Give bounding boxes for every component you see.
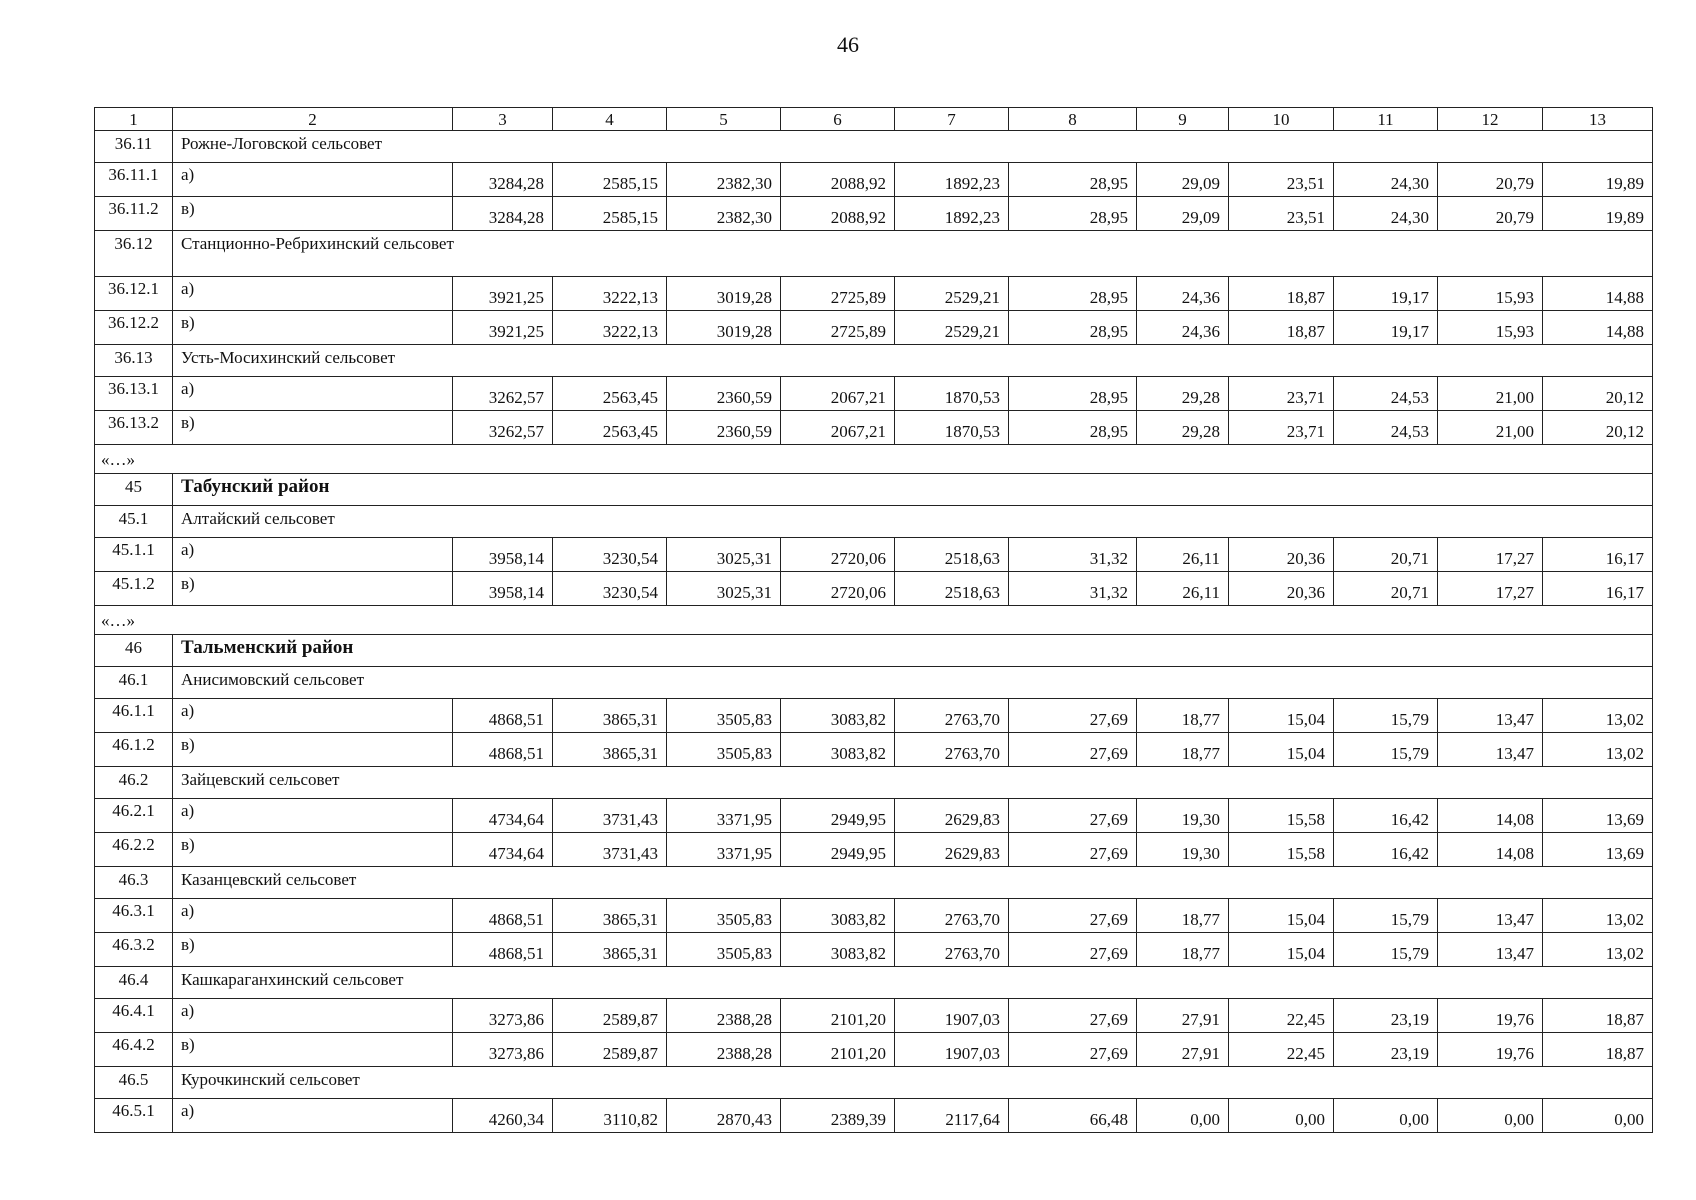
value-cell: 3230,54 bbox=[553, 538, 667, 572]
value-cell: 20,71 bbox=[1334, 538, 1438, 572]
value-cell: 2388,28 bbox=[667, 1033, 781, 1067]
value-cell: 3865,31 bbox=[553, 933, 667, 967]
value-cell: 2949,95 bbox=[781, 799, 895, 833]
value-cell: 13,69 bbox=[1543, 799, 1653, 833]
table-row bbox=[95, 933, 1653, 967]
value-cell: 26,11 bbox=[1137, 572, 1229, 606]
value-cell: 2949,95 bbox=[781, 833, 895, 867]
value-cell: 19,30 bbox=[1137, 799, 1229, 833]
column-number-cell: 5 bbox=[667, 108, 781, 131]
value-cell: 20,12 bbox=[1543, 411, 1653, 445]
value-cell: 2388,28 bbox=[667, 999, 781, 1033]
value-cell: 3371,95 bbox=[667, 833, 781, 867]
value-cell: 2763,70 bbox=[895, 899, 1009, 933]
row-code: 46.4.1 bbox=[95, 999, 173, 1033]
value-cell: 13,02 bbox=[1543, 933, 1653, 967]
value-cell: 1892,23 bbox=[895, 197, 1009, 231]
row-code: 36.13 bbox=[95, 345, 173, 377]
row-label: а) bbox=[173, 799, 453, 833]
value-cell: 2589,87 bbox=[553, 999, 667, 1033]
value-cell: 19,76 bbox=[1438, 1033, 1543, 1067]
value-cell: 4868,51 bbox=[453, 933, 553, 967]
row-code: 46.3 bbox=[95, 867, 173, 899]
row-code: 45.1 bbox=[95, 506, 173, 538]
value-cell: 4734,64 bbox=[453, 799, 553, 833]
value-cell: 29,09 bbox=[1137, 197, 1229, 231]
value-cell: 29,28 bbox=[1137, 377, 1229, 411]
value-cell: 0,00 bbox=[1229, 1099, 1334, 1133]
value-cell: 3731,43 bbox=[553, 799, 667, 833]
row-code: 46.4.2 bbox=[95, 1033, 173, 1067]
value-cell: 19,76 bbox=[1438, 999, 1543, 1033]
row-code: 36.12 bbox=[95, 231, 173, 277]
value-cell: 27,69 bbox=[1009, 833, 1137, 867]
value-cell: 3083,82 bbox=[781, 899, 895, 933]
settlement-name: Усть-Мосихинский сельсовет bbox=[173, 345, 1653, 377]
settlement-name: Алтайский сельсовет bbox=[173, 506, 1653, 538]
row-label: в) bbox=[173, 733, 453, 767]
row-code: 46.5 bbox=[95, 1067, 173, 1099]
settlement-name: Кашкараганхинский сельсовет bbox=[173, 967, 1653, 999]
value-cell: 3865,31 bbox=[553, 733, 667, 767]
row-code: 36.11.2 bbox=[95, 197, 173, 231]
settlement-row bbox=[95, 506, 1653, 538]
row-label: а) bbox=[173, 538, 453, 572]
value-cell: 0,00 bbox=[1438, 1099, 1543, 1133]
table-row bbox=[95, 1033, 1653, 1067]
value-cell: 4734,64 bbox=[453, 833, 553, 867]
value-cell: 15,79 bbox=[1334, 699, 1438, 733]
value-cell: 2629,83 bbox=[895, 833, 1009, 867]
value-cell: 21,00 bbox=[1438, 377, 1543, 411]
value-cell: 19,30 bbox=[1137, 833, 1229, 867]
column-number-cell: 11 bbox=[1334, 108, 1438, 131]
value-cell: 20,12 bbox=[1543, 377, 1653, 411]
value-cell: 28,95 bbox=[1009, 411, 1137, 445]
column-number-cell: 3 bbox=[453, 108, 553, 131]
value-cell: 17,27 bbox=[1438, 538, 1543, 572]
value-cell: 3865,31 bbox=[553, 899, 667, 933]
value-cell: 1892,23 bbox=[895, 163, 1009, 197]
value-cell: 23,71 bbox=[1229, 411, 1334, 445]
value-cell: 15,93 bbox=[1438, 311, 1543, 345]
value-cell: 26,11 bbox=[1137, 538, 1229, 572]
value-cell: 1907,03 bbox=[895, 1033, 1009, 1067]
settlement-row bbox=[95, 131, 1653, 163]
value-cell: 24,36 bbox=[1137, 311, 1229, 345]
value-cell: 16,42 bbox=[1334, 833, 1438, 867]
value-cell: 23,19 bbox=[1334, 1033, 1438, 1067]
value-cell: 13,02 bbox=[1543, 899, 1653, 933]
settlement-name: Рожне-Логовской сельсовет bbox=[173, 131, 1653, 163]
value-cell: 18,87 bbox=[1543, 1033, 1653, 1067]
value-cell: 2067,21 bbox=[781, 377, 895, 411]
table-row bbox=[95, 899, 1653, 933]
value-cell: 13,69 bbox=[1543, 833, 1653, 867]
page-number: 46 bbox=[837, 32, 859, 57]
value-cell: 3505,83 bbox=[667, 899, 781, 933]
table-row bbox=[95, 799, 1653, 833]
column-number-cell: 8 bbox=[1009, 108, 1137, 131]
value-cell: 3083,82 bbox=[781, 699, 895, 733]
value-cell: 3262,57 bbox=[453, 411, 553, 445]
value-cell: 2101,20 bbox=[781, 1033, 895, 1067]
row-code: 46.4 bbox=[95, 967, 173, 999]
value-cell: 23,71 bbox=[1229, 377, 1334, 411]
value-cell: 15,04 bbox=[1229, 699, 1334, 733]
value-cell: 27,69 bbox=[1009, 1033, 1137, 1067]
row-code: 45.1.2 bbox=[95, 572, 173, 606]
value-cell: 0,00 bbox=[1543, 1099, 1653, 1133]
value-cell: 15,04 bbox=[1229, 933, 1334, 967]
value-cell: 2518,63 bbox=[895, 572, 1009, 606]
value-cell: 13,47 bbox=[1438, 733, 1543, 767]
value-cell: 15,58 bbox=[1229, 833, 1334, 867]
value-cell: 24,30 bbox=[1334, 163, 1438, 197]
value-cell: 20,36 bbox=[1229, 572, 1334, 606]
value-cell: 13,47 bbox=[1438, 699, 1543, 733]
table-row bbox=[95, 277, 1653, 311]
value-cell: 3262,57 bbox=[453, 377, 553, 411]
value-cell: 2725,89 bbox=[781, 311, 895, 345]
value-cell: 2870,43 bbox=[667, 1099, 781, 1133]
value-cell: 3222,13 bbox=[553, 277, 667, 311]
value-cell: 3110,82 bbox=[553, 1099, 667, 1133]
row-label: а) bbox=[173, 277, 453, 311]
value-cell: 3505,83 bbox=[667, 699, 781, 733]
value-cell: 2563,45 bbox=[553, 377, 667, 411]
value-cell: 27,69 bbox=[1009, 699, 1137, 733]
row-code: 36.11 bbox=[95, 131, 173, 163]
value-cell: 18,87 bbox=[1543, 999, 1653, 1033]
settlement-name: Зайцевский сельсовет bbox=[173, 767, 1653, 799]
settlement-row bbox=[95, 1067, 1653, 1099]
value-cell: 19,89 bbox=[1543, 197, 1653, 231]
value-cell: 15,93 bbox=[1438, 277, 1543, 311]
value-cell: 1870,53 bbox=[895, 377, 1009, 411]
column-number-cell: 2 bbox=[173, 108, 453, 131]
value-cell: 3083,82 bbox=[781, 733, 895, 767]
value-cell: 3083,82 bbox=[781, 933, 895, 967]
value-cell: 2585,15 bbox=[553, 163, 667, 197]
row-label: в) bbox=[173, 833, 453, 867]
district-row bbox=[95, 635, 1653, 667]
value-cell: 14,08 bbox=[1438, 833, 1543, 867]
table-row bbox=[95, 411, 1653, 445]
row-code: 46.3.2 bbox=[95, 933, 173, 967]
settlement-name: Казанцевский сельсовет bbox=[173, 867, 1653, 899]
tariff-table bbox=[94, 107, 1653, 1133]
value-cell: 20,36 bbox=[1229, 538, 1334, 572]
settlement-row bbox=[95, 867, 1653, 899]
value-cell: 18,77 bbox=[1137, 899, 1229, 933]
value-cell: 19,89 bbox=[1543, 163, 1653, 197]
table-row bbox=[95, 833, 1653, 867]
value-cell: 18,77 bbox=[1137, 699, 1229, 733]
value-cell: 18,77 bbox=[1137, 733, 1229, 767]
value-cell: 24,53 bbox=[1334, 377, 1438, 411]
value-cell: 27,69 bbox=[1009, 799, 1137, 833]
value-cell: 2563,45 bbox=[553, 411, 667, 445]
value-cell: 24,53 bbox=[1334, 411, 1438, 445]
settlement-name: Станционно-Ребрихинский сельсовет bbox=[173, 231, 1653, 277]
value-cell: 3019,28 bbox=[667, 277, 781, 311]
settlement-row bbox=[95, 231, 1653, 277]
value-cell: 21,00 bbox=[1438, 411, 1543, 445]
value-cell: 28,95 bbox=[1009, 197, 1137, 231]
value-cell: 18,77 bbox=[1137, 933, 1229, 967]
value-cell: 14,88 bbox=[1543, 311, 1653, 345]
row-label: а) bbox=[173, 1099, 453, 1133]
row-label: а) bbox=[173, 699, 453, 733]
row-code: 46.1.1 bbox=[95, 699, 173, 733]
value-cell: 2763,70 bbox=[895, 733, 1009, 767]
value-cell: 27,91 bbox=[1137, 999, 1229, 1033]
table-row bbox=[95, 163, 1653, 197]
row-code: 46.3.1 bbox=[95, 899, 173, 933]
value-cell: 27,69 bbox=[1009, 933, 1137, 967]
row-label: а) bbox=[173, 899, 453, 933]
value-cell: 19,17 bbox=[1334, 311, 1438, 345]
omission-mark: «…» bbox=[95, 445, 1653, 474]
value-cell: 0,00 bbox=[1137, 1099, 1229, 1133]
value-cell: 14,08 bbox=[1438, 799, 1543, 833]
table-row bbox=[95, 999, 1653, 1033]
value-cell: 3284,28 bbox=[453, 163, 553, 197]
value-cell: 16,17 bbox=[1543, 538, 1653, 572]
value-cell: 29,28 bbox=[1137, 411, 1229, 445]
row-label: в) bbox=[173, 411, 453, 445]
value-cell: 2067,21 bbox=[781, 411, 895, 445]
value-cell: 16,42 bbox=[1334, 799, 1438, 833]
value-cell: 3505,83 bbox=[667, 733, 781, 767]
table-row bbox=[95, 538, 1653, 572]
value-cell: 18,87 bbox=[1229, 277, 1334, 311]
value-cell: 13,47 bbox=[1438, 899, 1543, 933]
value-cell: 20,71 bbox=[1334, 572, 1438, 606]
value-cell: 3230,54 bbox=[553, 572, 667, 606]
value-cell: 1870,53 bbox=[895, 411, 1009, 445]
value-cell: 2117,64 bbox=[895, 1099, 1009, 1133]
table-row bbox=[95, 197, 1653, 231]
value-cell: 31,32 bbox=[1009, 538, 1137, 572]
value-cell: 3505,83 bbox=[667, 933, 781, 967]
column-number-cell: 12 bbox=[1438, 108, 1543, 131]
value-cell: 3025,31 bbox=[667, 538, 781, 572]
value-cell: 2529,21 bbox=[895, 311, 1009, 345]
settlement-name: Курочкинский сельсовет bbox=[173, 1067, 1653, 1099]
value-cell: 19,17 bbox=[1334, 277, 1438, 311]
value-cell: 15,79 bbox=[1334, 733, 1438, 767]
row-code: 46.1 bbox=[95, 667, 173, 699]
omission-mark: «…» bbox=[95, 606, 1653, 635]
value-cell: 15,58 bbox=[1229, 799, 1334, 833]
value-cell: 15,79 bbox=[1334, 899, 1438, 933]
settlement-row bbox=[95, 345, 1653, 377]
row-code: 46.2 bbox=[95, 767, 173, 799]
row-label: а) bbox=[173, 377, 453, 411]
table-row bbox=[95, 1099, 1653, 1133]
value-cell: 28,95 bbox=[1009, 311, 1137, 345]
value-cell: 20,79 bbox=[1438, 197, 1543, 231]
district-name: Тальменский район bbox=[173, 635, 1653, 667]
table-row bbox=[95, 733, 1653, 767]
value-cell: 3019,28 bbox=[667, 311, 781, 345]
value-cell: 24,36 bbox=[1137, 277, 1229, 311]
value-cell: 4260,34 bbox=[453, 1099, 553, 1133]
value-cell: 15,04 bbox=[1229, 733, 1334, 767]
row-code: 45.1.1 bbox=[95, 538, 173, 572]
value-cell: 2763,70 bbox=[895, 699, 1009, 733]
value-cell: 2585,15 bbox=[553, 197, 667, 231]
settlement-row bbox=[95, 967, 1653, 999]
row-code: 36.13.2 bbox=[95, 411, 173, 445]
row-label: а) bbox=[173, 999, 453, 1033]
value-cell: 27,69 bbox=[1009, 733, 1137, 767]
value-cell: 3921,25 bbox=[453, 277, 553, 311]
value-cell: 4868,51 bbox=[453, 899, 553, 933]
omission-row bbox=[95, 606, 1653, 635]
column-number-cell: 9 bbox=[1137, 108, 1229, 131]
table-row bbox=[95, 377, 1653, 411]
row-code: 46.5.1 bbox=[95, 1099, 173, 1133]
row-label: в) bbox=[173, 933, 453, 967]
value-cell: 3865,31 bbox=[553, 699, 667, 733]
value-cell: 27,91 bbox=[1137, 1033, 1229, 1067]
value-cell: 31,32 bbox=[1009, 572, 1137, 606]
value-cell: 2088,92 bbox=[781, 197, 895, 231]
value-cell: 2382,30 bbox=[667, 163, 781, 197]
value-cell: 15,04 bbox=[1229, 899, 1334, 933]
value-cell: 28,95 bbox=[1009, 163, 1137, 197]
value-cell: 3273,86 bbox=[453, 999, 553, 1033]
value-cell: 3025,31 bbox=[667, 572, 781, 606]
value-cell: 3958,14 bbox=[453, 538, 553, 572]
column-number-cell: 13 bbox=[1543, 108, 1653, 131]
value-cell: 20,79 bbox=[1438, 163, 1543, 197]
row-code: 45 bbox=[95, 474, 173, 506]
value-cell: 66,48 bbox=[1009, 1099, 1137, 1133]
table-row bbox=[95, 311, 1653, 345]
value-cell: 14,88 bbox=[1543, 277, 1653, 311]
value-cell: 2725,89 bbox=[781, 277, 895, 311]
value-cell: 2629,83 bbox=[895, 799, 1009, 833]
district-row bbox=[95, 474, 1653, 506]
value-cell: 4868,51 bbox=[453, 699, 553, 733]
row-code: 46.2.2 bbox=[95, 833, 173, 867]
value-cell: 16,17 bbox=[1543, 572, 1653, 606]
table-row bbox=[95, 699, 1653, 733]
value-cell: 2720,06 bbox=[781, 572, 895, 606]
row-code: 46.2.1 bbox=[95, 799, 173, 833]
value-cell: 0,00 bbox=[1334, 1099, 1438, 1133]
row-label: в) bbox=[173, 197, 453, 231]
row-code: 36.13.1 bbox=[95, 377, 173, 411]
value-cell: 13,02 bbox=[1543, 699, 1653, 733]
value-cell: 2720,06 bbox=[781, 538, 895, 572]
value-cell: 2529,21 bbox=[895, 277, 1009, 311]
value-cell: 22,45 bbox=[1229, 999, 1334, 1033]
table-body bbox=[95, 108, 1653, 1133]
value-cell: 15,79 bbox=[1334, 933, 1438, 967]
value-cell: 4868,51 bbox=[453, 733, 553, 767]
value-cell: 24,30 bbox=[1334, 197, 1438, 231]
value-cell: 3284,28 bbox=[453, 197, 553, 231]
value-cell: 3958,14 bbox=[453, 572, 553, 606]
value-cell: 13,02 bbox=[1543, 733, 1653, 767]
value-cell: 2088,92 bbox=[781, 163, 895, 197]
value-cell: 28,95 bbox=[1009, 377, 1137, 411]
column-number-cell: 1 bbox=[95, 108, 173, 131]
value-cell: 13,47 bbox=[1438, 933, 1543, 967]
column-number-cell: 6 bbox=[781, 108, 895, 131]
row-label: а) bbox=[173, 163, 453, 197]
value-cell: 17,27 bbox=[1438, 572, 1543, 606]
column-number-cell: 4 bbox=[553, 108, 667, 131]
value-cell: 2589,87 bbox=[553, 1033, 667, 1067]
value-cell: 2518,63 bbox=[895, 538, 1009, 572]
column-number-row bbox=[95, 108, 1653, 131]
value-cell: 28,95 bbox=[1009, 277, 1137, 311]
value-cell: 27,69 bbox=[1009, 999, 1137, 1033]
value-cell: 2101,20 bbox=[781, 999, 895, 1033]
row-label: в) bbox=[173, 1033, 453, 1067]
district-name: Табунский район bbox=[173, 474, 1653, 506]
value-cell: 3273,86 bbox=[453, 1033, 553, 1067]
value-cell: 3371,95 bbox=[667, 799, 781, 833]
settlement-row bbox=[95, 667, 1653, 699]
value-cell: 3731,43 bbox=[553, 833, 667, 867]
value-cell: 3222,13 bbox=[553, 311, 667, 345]
value-cell: 27,69 bbox=[1009, 899, 1137, 933]
value-cell: 29,09 bbox=[1137, 163, 1229, 197]
row-code: 36.12.1 bbox=[95, 277, 173, 311]
row-code: 36.11.1 bbox=[95, 163, 173, 197]
value-cell: 3921,25 bbox=[453, 311, 553, 345]
value-cell: 23,51 bbox=[1229, 163, 1334, 197]
column-number-cell: 7 bbox=[895, 108, 1009, 131]
table-row bbox=[95, 572, 1653, 606]
row-label: в) bbox=[173, 311, 453, 345]
omission-row bbox=[95, 445, 1653, 474]
value-cell: 2389,39 bbox=[781, 1099, 895, 1133]
value-cell: 23,51 bbox=[1229, 197, 1334, 231]
value-cell: 2763,70 bbox=[895, 933, 1009, 967]
row-code: 46.1.2 bbox=[95, 733, 173, 767]
row-code: 36.12.2 bbox=[95, 311, 173, 345]
value-cell: 2360,59 bbox=[667, 411, 781, 445]
column-number-cell: 10 bbox=[1229, 108, 1334, 131]
value-cell: 1907,03 bbox=[895, 999, 1009, 1033]
value-cell: 2360,59 bbox=[667, 377, 781, 411]
value-cell: 18,87 bbox=[1229, 311, 1334, 345]
settlement-name: Анисимовский сельсовет bbox=[173, 667, 1653, 699]
row-code: 46 bbox=[95, 635, 173, 667]
value-cell: 2382,30 bbox=[667, 197, 781, 231]
value-cell: 23,19 bbox=[1334, 999, 1438, 1033]
row-label: в) bbox=[173, 572, 453, 606]
value-cell: 22,45 bbox=[1229, 1033, 1334, 1067]
settlement-row bbox=[95, 767, 1653, 799]
